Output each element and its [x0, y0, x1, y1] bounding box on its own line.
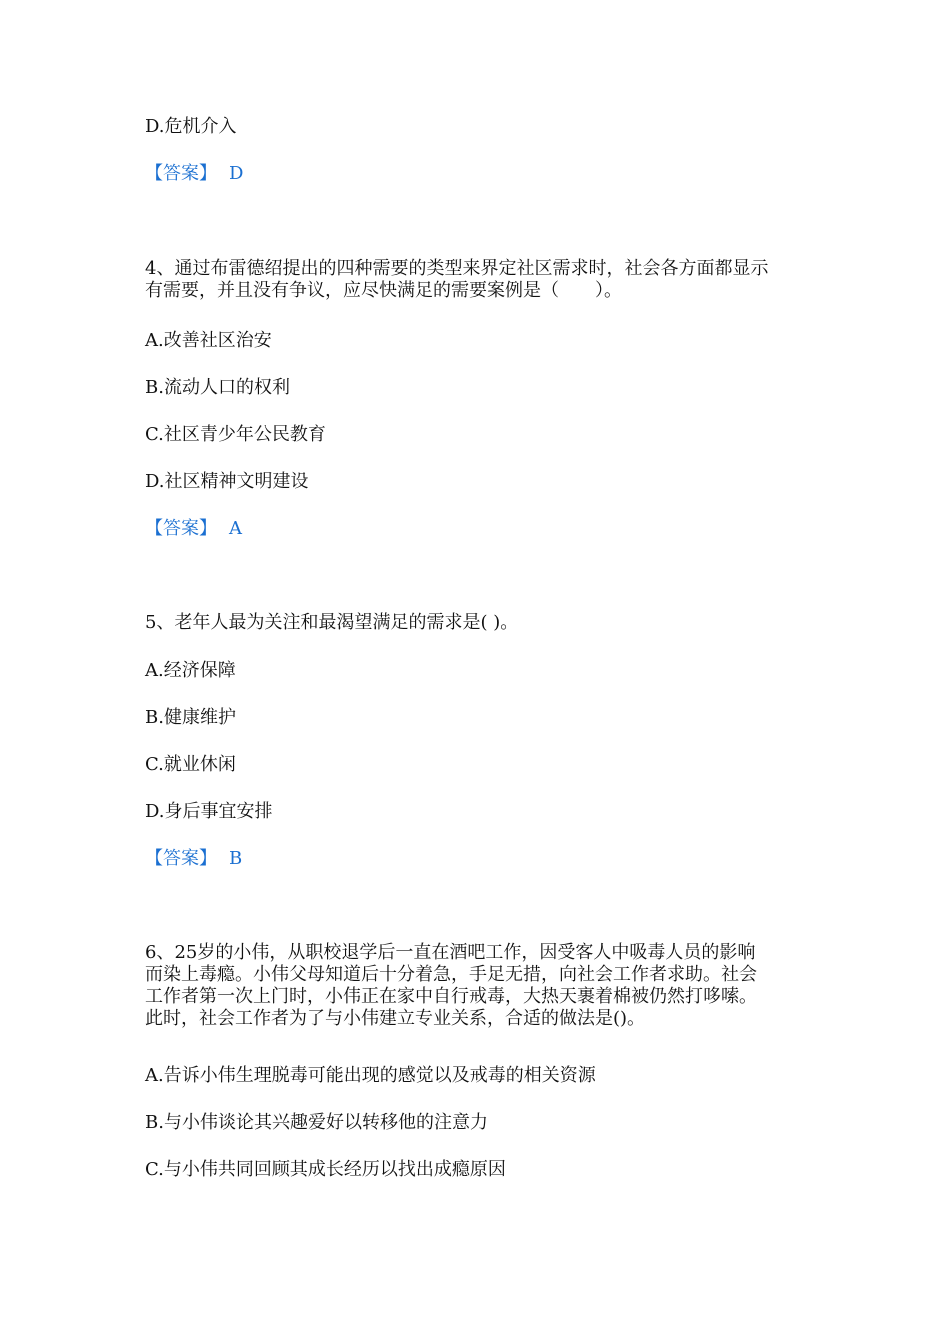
q3-answer	[145, 163, 243, 185]
q6-option-b: B.与小伟谈论其兴趣爱好以转移他的注意力	[145, 1112, 488, 1133]
q4-option-a: A.改善社区治安	[145, 330, 272, 351]
answer-label: 【答案】	[145, 163, 217, 184]
q6-option-a: A.告诉小伟生理脱毒可能出现的感觉以及戒毒的相关资源	[145, 1065, 596, 1086]
q4-stem-line: 4、通过布雷德绍提出的四种需要的类型来界定社区需求时，社会各方面都显示	[145, 258, 769, 279]
answer-value: B	[229, 848, 243, 869]
q5-option-c: C.就业休闲	[145, 754, 236, 775]
q5-answer	[145, 848, 242, 870]
q4-stem	[145, 258, 835, 302]
answer-label: 【答案】	[145, 518, 217, 539]
q6-stem-line: 此时，社会工作者为了与小伟建立专业关系，合适的做法是()。	[145, 1008, 646, 1029]
q3-option-d: D.危机介入	[145, 116, 237, 137]
answer-value: A	[229, 518, 242, 539]
q6-stem-line: 6、25岁的小伟，从职校退学后一直在酒吧工作，因受客人中吸毒人员的影响	[145, 942, 756, 963]
q6-stem-line: 而染上毒瘾。小伟父母知道后十分着急，手足无措，向社会工作者求助。社会	[145, 964, 757, 985]
q6-option-c: C.与小伟共同回顾其成长经历以找出成瘾原因	[145, 1159, 506, 1180]
q4-option-c: C.社区青少年公民教育	[145, 424, 326, 445]
answer-label: 【答案】	[145, 848, 217, 869]
q5-stem: 5、老年人最为关注和最渴望满足的需求是( )。	[145, 612, 519, 633]
q5-option-a: A.经济保障	[145, 660, 236, 681]
q5-option-d: D.身后事宜安排	[145, 801, 273, 822]
q6-stem	[145, 942, 835, 1030]
q4-answer	[145, 518, 242, 540]
q5-option-b: B.健康维护	[145, 707, 236, 728]
q4-option-d: D.社区精神文明建设	[145, 471, 309, 492]
q4-option-b: B.流动人口的权利	[145, 377, 290, 398]
q4-stem-line: 有需要，并且没有争议，应尽快满足的需要案例是（ ）。	[145, 280, 622, 301]
q6-stem-line: 工作者第一次上门时，小伟正在家中自行戒毒，大热天裹着棉被仍然打哆嗦。	[145, 986, 757, 1007]
answer-value: D	[229, 163, 244, 184]
